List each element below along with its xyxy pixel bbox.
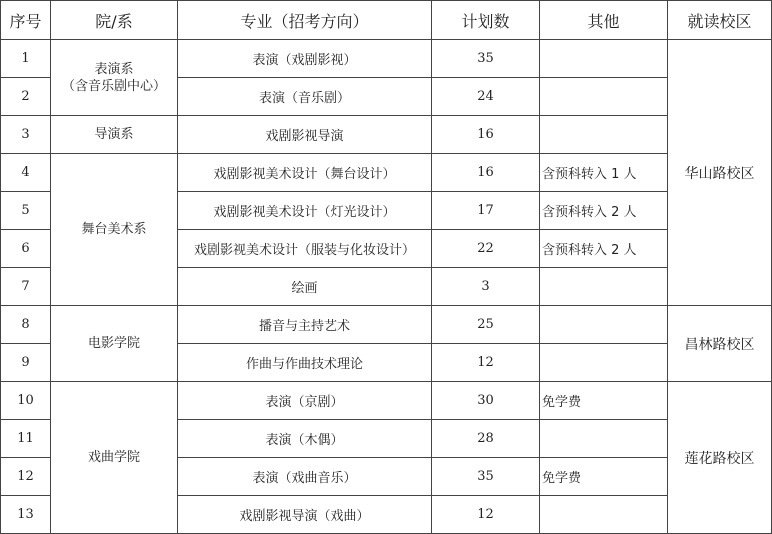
major-cell: 播音与主持艺术 (178, 306, 432, 344)
other-cell (540, 496, 668, 534)
plan-cell: 35 (432, 40, 540, 78)
row-number: 11 (1, 420, 51, 458)
table-row (1, 40, 772, 78)
table-row (1, 116, 772, 154)
header-cell-department: 院/系 (51, 1, 178, 40)
header-row (1, 1, 772, 40)
other-cell (540, 344, 668, 382)
other-cell (540, 306, 668, 344)
department-name: 表演系 (94, 61, 134, 77)
plan-cell: 12 (432, 344, 540, 382)
row-number: 5 (1, 192, 51, 230)
row-number: 7 (1, 268, 51, 306)
row-number: 8 (1, 306, 51, 344)
row-number: 10 (1, 382, 51, 420)
major-cell: 戏剧影视美术设计（舞台设计） (178, 154, 432, 192)
row-number: 1 (1, 40, 51, 78)
plan-cell: 3 (432, 268, 540, 306)
plan-cell: 16 (432, 154, 540, 192)
header-cell-other: 其他 (540, 1, 668, 40)
campus-cell: 莲花路校区 (668, 382, 772, 534)
row-number: 3 (1, 116, 51, 154)
campus-cell: 华山路校区 (668, 40, 772, 306)
row-number: 4 (1, 154, 51, 192)
major-cell: 表演（戏剧影视） (178, 40, 432, 78)
plan-cell: 12 (432, 496, 540, 534)
other-cell (540, 268, 668, 306)
other-cell: 含预科转入 2 人 (540, 192, 668, 230)
plan-cell: 35 (432, 458, 540, 496)
major-cell: 表演（戏曲音乐） (178, 458, 432, 496)
table-row (1, 154, 772, 192)
plan-cell: 22 (432, 230, 540, 268)
header-cell-major: 专业（招考方向） (178, 1, 432, 40)
department-cell: 电影学院 (51, 306, 178, 382)
row-number: 2 (1, 78, 51, 116)
major-cell: 作曲与作曲技术理论 (178, 344, 432, 382)
department-note: （含音乐剧中心） (61, 78, 166, 94)
header-cell-plan: 计划数 (432, 1, 540, 40)
department-cell: 舞台美术系 (51, 154, 178, 306)
other-cell: 含预科转入 2 人 (540, 230, 668, 268)
other-cell: 免学费 (540, 382, 668, 420)
major-cell: 表演（木偶） (178, 420, 432, 458)
department-cell (51, 40, 178, 116)
row-number: 6 (1, 230, 51, 268)
other-cell (540, 116, 668, 154)
plan-cell: 28 (432, 420, 540, 458)
campus-cell: 昌林路校区 (668, 306, 772, 382)
table-row (1, 306, 772, 344)
row-number: 12 (1, 458, 51, 496)
plan-cell: 24 (432, 78, 540, 116)
other-cell: 含预科转入 1 人 (540, 154, 668, 192)
major-cell: 戏剧影视美术设计（灯光设计） (178, 192, 432, 230)
plan-cell: 30 (432, 382, 540, 420)
department-cell: 戏曲学院 (51, 382, 178, 534)
other-cell (540, 40, 668, 78)
major-cell: 绘画 (178, 268, 432, 306)
header-cell-no: 序号 (1, 1, 51, 40)
major-cell: 戏剧影视美术设计（服装与化妆设计） (178, 230, 432, 268)
other-cell (540, 420, 668, 458)
row-number: 13 (1, 496, 51, 534)
row-number: 9 (1, 344, 51, 382)
header-cell-campus: 就读校区 (668, 1, 772, 40)
plan-cell: 25 (432, 306, 540, 344)
other-cell (540, 78, 668, 116)
major-cell: 戏剧影视导演 (178, 116, 432, 154)
plan-cell: 16 (432, 116, 540, 154)
other-cell: 免学费 (540, 458, 668, 496)
department-cell: 导演系 (51, 116, 178, 154)
major-cell: 表演（音乐剧） (178, 78, 432, 116)
plan-cell: 17 (432, 192, 540, 230)
table-row (1, 382, 772, 420)
major-cell: 戏剧影视导演（戏曲） (178, 496, 432, 534)
major-cell: 表演（京剧） (178, 382, 432, 420)
